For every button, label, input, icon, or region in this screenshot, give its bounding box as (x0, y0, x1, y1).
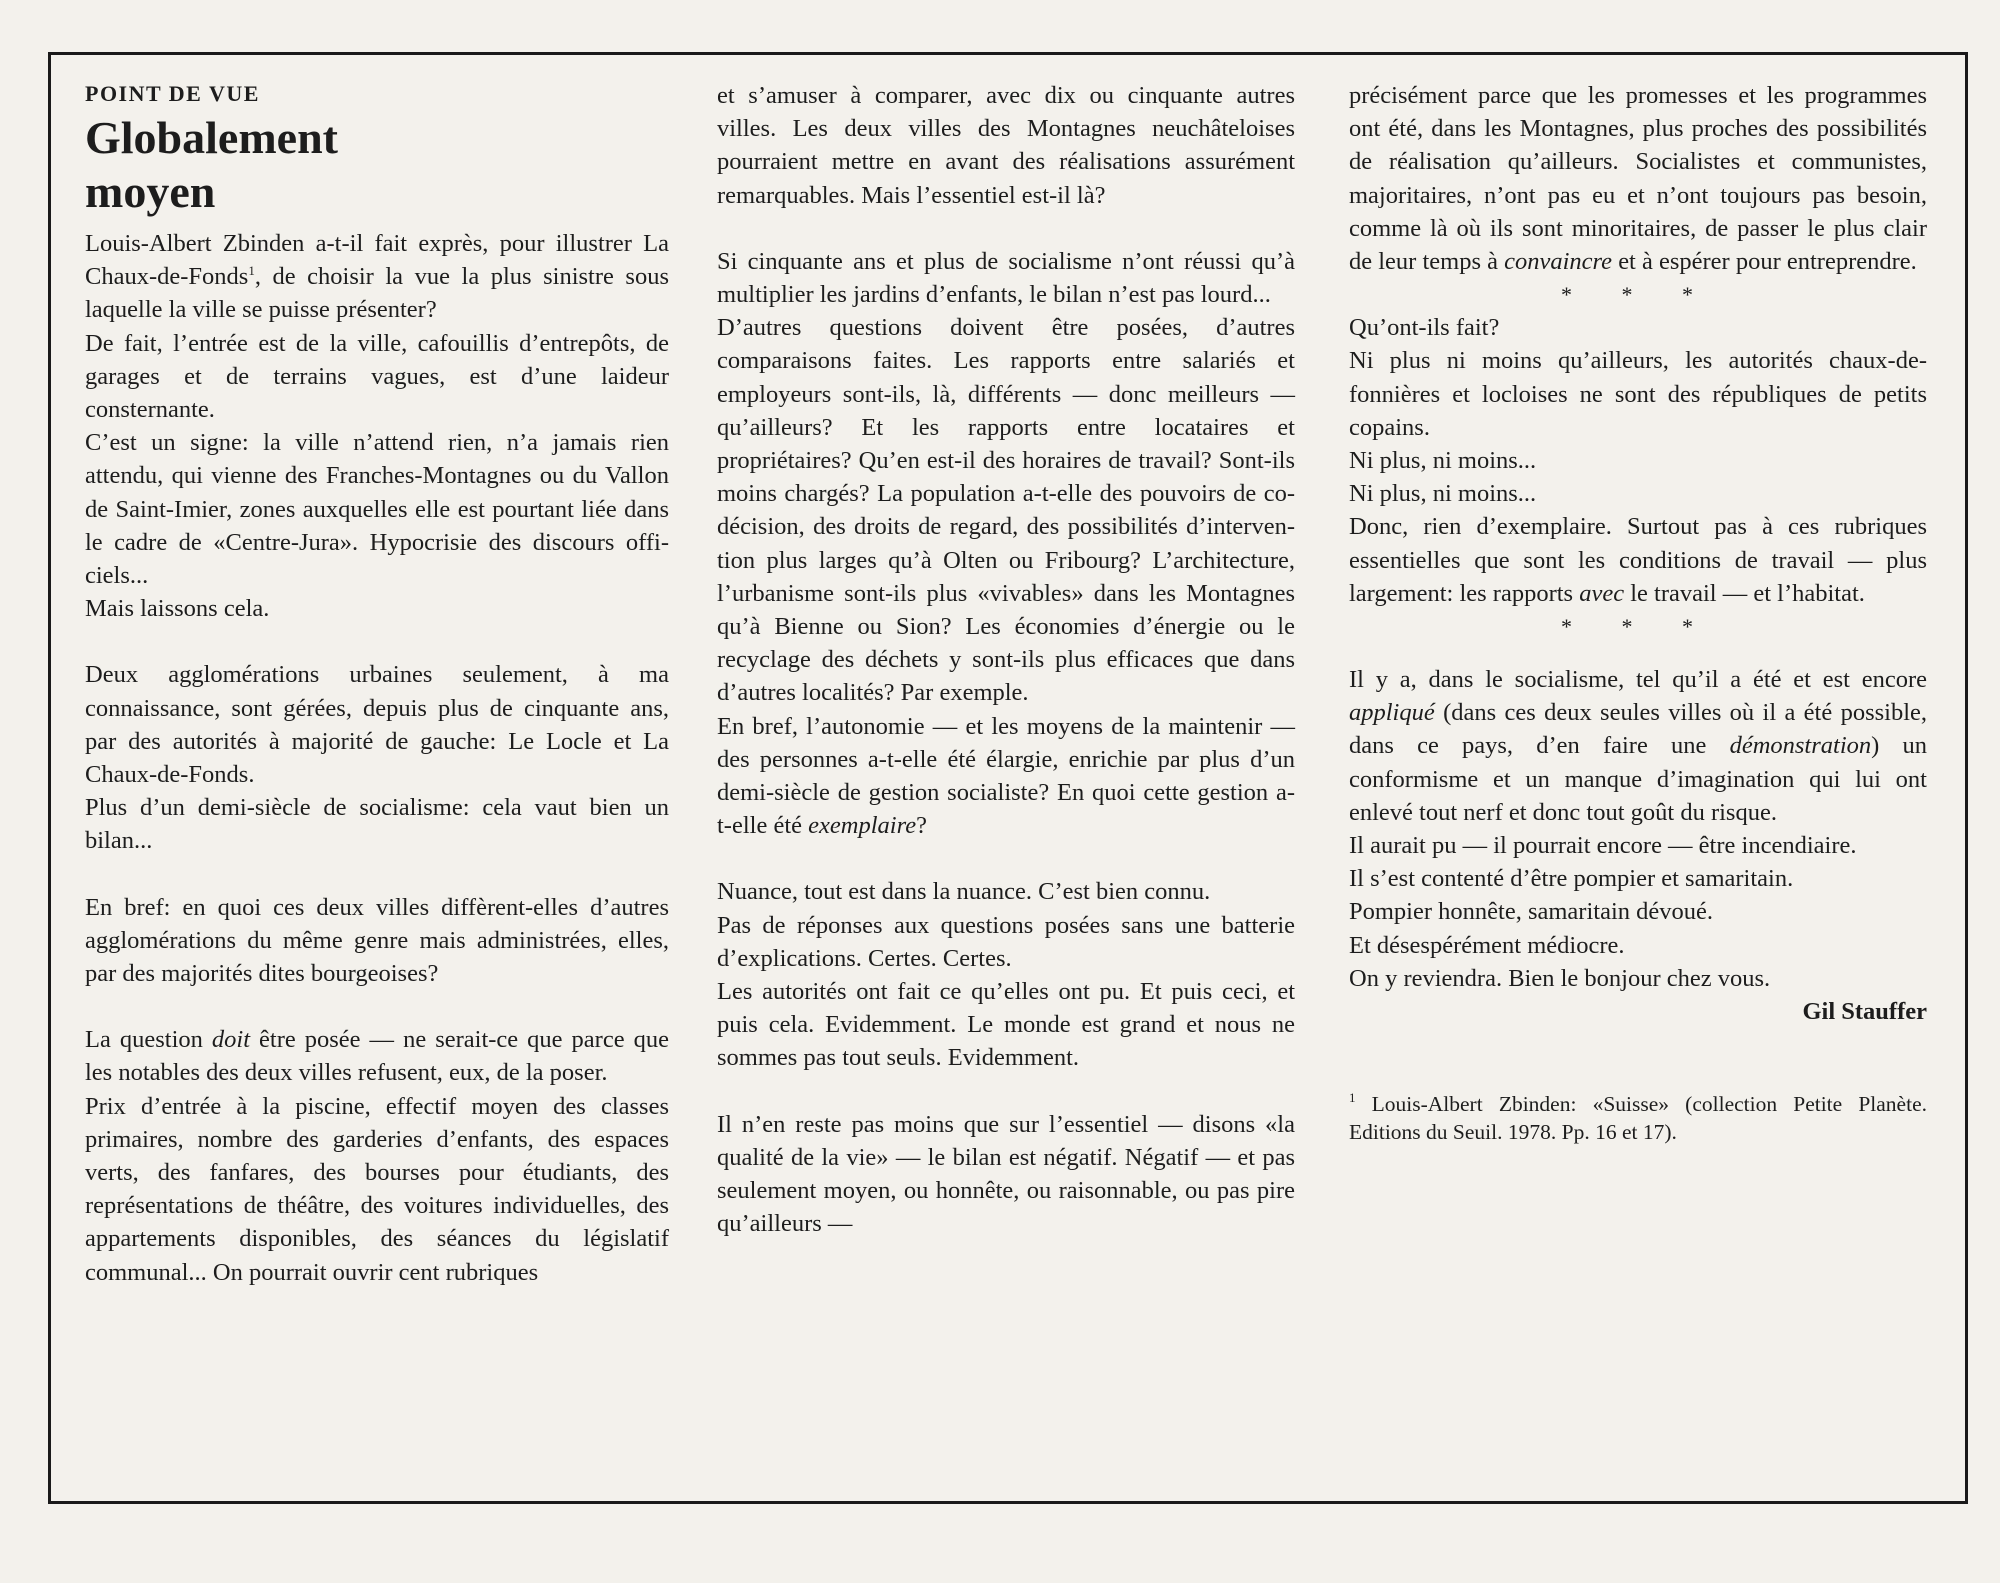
column-2 (717, 79, 1295, 1241)
headline-line-1: Globalement (85, 112, 338, 163)
footnote-marker: 1 (1349, 1090, 1356, 1106)
paragraph: Pas de réponses aux questions posées sans une batterie d’explications. Certes. Certes. (717, 911, 1295, 972)
paragraph: et s’amuser à comparer, avec dix ou cinquante autres villes. Les deux villes des Montagnes neuchâteloises pourraient mettre en avant des réalisations assurément remarquables. Mais l’essentiel est-il là? (717, 82, 1295, 209)
kicker: POINT DE VUE (85, 81, 260, 106)
paragraph (1349, 510, 1927, 610)
footnote (1349, 1090, 1927, 1146)
emphasis: appliqué (1349, 699, 1435, 727)
paragraph: Il aurait pu — il pourrait encore — être incendiaire. (1349, 832, 1857, 860)
paragraph: Prix d’entrée à la piscine, effectif moyen des classes primaires, nombre des garderies d’enfants, des espaces verts, des fanfares, des bourses pour étudiants, des représentations de théâtre, des voitures individuelles, des appartements disponibles, des séances du législatif communal... On pourrait ouvrir cent rubriques (85, 1092, 669, 1286)
text-run: Louis-Albert Zbinden a-t-il fait exprès, pour illustrer La Chaux-de-Fonds (85, 230, 669, 291)
paragraph: Et désespérément médiocre. (1349, 931, 1625, 959)
column-1 (85, 79, 669, 1289)
emphasis: convaincre (1504, 248, 1613, 276)
paragraph (717, 710, 1295, 843)
text-run: ? (916, 812, 927, 840)
text-run: (dans ces deux seules villes où il a été possible, dans ce pays, d’en faire une (1349, 699, 1927, 760)
paragraph (85, 227, 669, 327)
text-run: Il y a, dans le socialisme, tel qu’il a été et est encore (1349, 666, 1927, 694)
footnote-text: Louis-Albert Zbinden: «Suisse» (collection Petite Planète. Editions du Seuil. 1978. Pp. 16 et 17). (1349, 1092, 1927, 1145)
paragraph: Il s’est contenté d’être pompier et samaritain. (1349, 865, 1794, 893)
paragraph: Nuance, tout est dans la nuance. C’est bien connu. (717, 878, 1211, 906)
emphasis: avec (1579, 579, 1625, 607)
paragraph: Mais laissons cela. (85, 595, 270, 623)
text-run: être posée — ne serait-ce que parce que les notables des deux villes refusent, eux, de la poser. (85, 1026, 669, 1087)
section-divider: * * * (1561, 282, 1715, 308)
text-run: le travail — et l’habitat. (1624, 579, 1865, 607)
text-run: et à espérer pour entreprendre. (1612, 248, 1917, 276)
paragraph: Deux agglomérations urbaines seulement, à ma connaissance, sont gérées, depuis plus de cinquante ans, par des autorités à majorité de gauche: Le Locle et La Chaux-de-Fonds. (85, 661, 669, 789)
section-divider: * * * (1561, 614, 1715, 640)
paragraph: Ni plus, ni moins... (1349, 447, 1537, 475)
emphasis: démonstration (1729, 732, 1872, 760)
paragraph: On y reviendra. Bien le bonjour chez vous. (1349, 964, 1771, 992)
text-run: La question (85, 1026, 212, 1054)
emphasis: exemplaire (808, 812, 917, 840)
text-run: , de choisir la vue la plus sinistre sous laquelle la ville se puisse présenter? (85, 263, 669, 324)
paragraph: De fait, l’entrée est de la ville, cafouillis d’entrepôts, de garages et de terrains vagues, est d’une laideur consternante. (85, 329, 669, 424)
paragraph: Ni plus ni moins qu’ailleurs, les autorités chaux-de-fonnières et locloises ne sont des républiques de petits copains. (1349, 347, 1927, 441)
paragraph (1349, 663, 1927, 829)
footnote-ref: 1 (248, 263, 255, 279)
text-run: précisément parce que les promesses et les programmes ont été, dans les Montagnes, plus proches des possibilités de réalisation qu’ailleurs. Socialistes et communistes, majoritaires, n’ont pas eu et n’ont toujours pas besoin, comme là où ils sont minoritaires, de passer le plus clair de leur temps à (1349, 82, 1927, 276)
author-signature: Gil Stauffer (1802, 998, 1927, 1026)
headline-line-2: moyen (85, 166, 216, 217)
column-3 (1349, 79, 1927, 1146)
paragraph: Il n’en reste pas moins que sur l’essentiel — disons «la qualité de la vie» — le bilan est négatif. Négatif — et pas seulement moyen, ou honnête, ou raisonnable, ou pas pire qu’ailleurs — (717, 1110, 1295, 1238)
paragraph: Ni plus, ni moins... (1349, 480, 1537, 508)
text-run: En bref, l’autonomie — et les moyens de la maintenir — des personnes a-t-elle été élargie, enrichie par plus d’un demi-siècle de gestion socialiste? En quoi cette gestion a-t-elle été (717, 712, 1295, 840)
paragraph: D’autres questions doivent être posées, d’autres comparaisons faites. Les rapports entre salariés et employeurs sont-ils, là, différents — donc meilleurs — qu’ailleurs? Et les rapports entre locataires et propriétaires? Qu’en est-il des horaires de travail? Sont-ils moins chargés? La population a-t-elle des pouvoirs de co-décision, des droits de regard, des possibilités d’intervention plus larges qu’à Olten ou Fribourg? L’architecture, l’urbanisme sont-ils plus «vivables» dans les Montagnes qu’à Bienne ou Sion? Les économies d’énergie ou le recyclage des déchets y sont-ils plus efficaces que dans d’autres localités? Par exemple. (717, 314, 1295, 707)
paragraph: Plus d’un demi-siècle de socialisme: cela vaut bien un bilan... (85, 794, 669, 855)
emphasis: doit (211, 1026, 251, 1054)
paragraph: Si cinquante ans et plus de socialisme n’ont réussi qu’à multiplier les jardins d’enfants, le bilan n’est pas lourd... (717, 247, 1295, 309)
paragraph: Qu’ont-ils fait? (1349, 314, 1500, 342)
text-run: ) un conformisme et un manque d’imagination qui lui ont enlevé tout nerf et donc tout goût du risque. (1349, 732, 1927, 826)
paragraph: C’est un signe: la ville n’attend rien, n’a jamais rien attendu, qui vienne des Franches-Montagnes ou du Vallon de Saint-Imier, zones auxquelles elle est pourtant liée dans le cadre de «Centre-Jura». Hypocrisie des discours officiels... (85, 429, 669, 590)
paragraph: En bref: en quoi ces deux villes diffèrent-elles d’autres agglomérations du même genre mais administrées, elles, par des majorités dites bourgeoises? (85, 893, 669, 988)
paragraph (1349, 79, 1927, 278)
headline (85, 111, 669, 219)
text-run: Donc, rien d’exemplaire. Surtout pas à ces rubriques essentielles que sont les conditions de travail — plus largement: les rapports (1349, 513, 1927, 607)
paragraph: Pompier honnête, samaritain dévoué. (1349, 898, 1713, 926)
article-frame (48, 52, 1968, 1504)
paragraph: Les autorités ont fait ce qu’elles ont pu. Et puis ceci, et puis cela. Evidemment. Le monde est grand et nous ne sommes pas tout seuls. Evidemment. (717, 978, 1295, 1072)
paragraph (85, 1023, 669, 1089)
